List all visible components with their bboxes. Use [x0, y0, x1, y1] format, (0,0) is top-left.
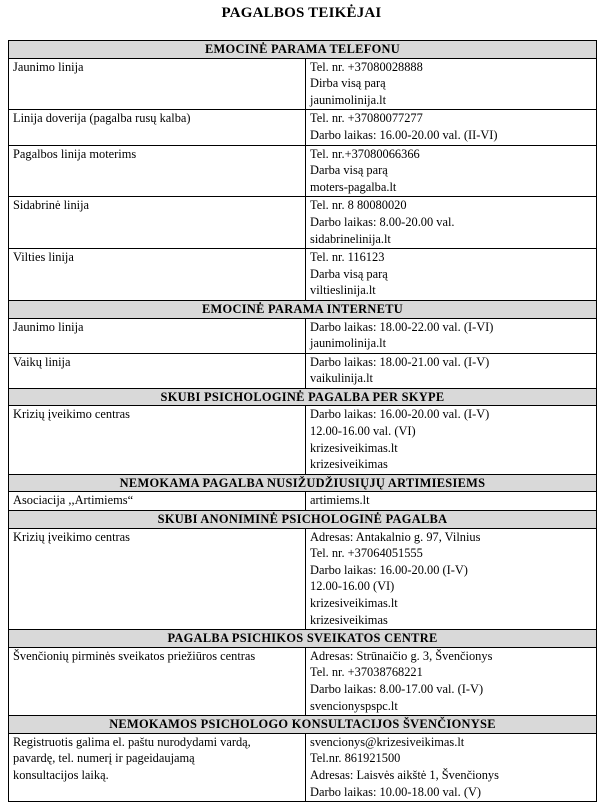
section-header: PAGALBA PSICHIKOS SVEIKATOS CENTRE — [9, 630, 597, 648]
provider-name-cell — [9, 733, 306, 801]
providers-table-body — [9, 41, 597, 802]
section-header: EMOCINĖ PARAMA INTERNETU — [9, 300, 597, 318]
table-row — [9, 647, 597, 715]
provider-name-cell — [9, 249, 306, 301]
provider-detail-line: Darbo laikas: 8.00-20.00 val. — [310, 214, 455, 229]
provider-detail-line: Dirba visą parą — [310, 76, 386, 91]
provider-detail-line: Darbo laikas: 8.00-17.00 val. (I-V) — [310, 681, 484, 696]
section-header: EMOCINĖ PARAMA TELEFONU — [9, 41, 597, 59]
provider-detail-line: Darbo laikas: 18.00-21.00 val. (I-V) — [310, 354, 490, 369]
table-row — [9, 145, 597, 197]
provider-name-line: Krizių įveikimo centras — [13, 407, 130, 422]
provider-name-cell — [9, 110, 306, 145]
provider-detail-line: Darba visą parą — [310, 163, 388, 178]
provider-detail-line: viltieslinija.lt — [310, 283, 376, 298]
provider-details-cell — [306, 145, 597, 197]
provider-detail-line: 12.00-16.00 val. (VI) — [310, 424, 416, 439]
table-row — [9, 733, 597, 801]
provider-detail-line: krizesiveikimas.lt — [310, 440, 398, 455]
provider-detail-line: moters-pagalba.lt — [310, 179, 397, 194]
provider-detail-line: krizesiveikimas — [310, 457, 388, 472]
provider-detail-line: Tel. nr. +37080077277 — [310, 111, 423, 126]
section-header: NEMOKAMOS PSICHOLOGO KONSULTACIJOS ŠVENČIONYSE — [9, 716, 597, 734]
provider-details-cell — [306, 110, 597, 145]
provider-name-cell — [9, 58, 306, 110]
provider-detail-line: Adresas: Strūnaičio g. 3, Švenčionys — [310, 648, 493, 663]
provider-detail-line: krizesiveikimas.lt — [310, 596, 398, 610]
provider-detail-line: 12.00-16.00 (VI) — [310, 579, 395, 594]
provider-detail-line: vaikulinija.lt — [310, 371, 373, 386]
provider-name-cell — [9, 492, 306, 511]
table-row — [9, 249, 597, 301]
provider-details-cell — [306, 406, 597, 474]
provider-detail-line: Darbo laikas: 16.00-20.00 (I-V) — [310, 562, 468, 577]
provider-details-cell — [306, 492, 597, 511]
provider-name-line: Vilties linija — [13, 250, 74, 265]
provider-name-cell — [9, 145, 306, 197]
provider-detail-line: jaunimolinija.lt — [310, 92, 387, 107]
provider-name-line: Vaikų linija — [13, 354, 71, 369]
provider-detail-line: Tel. nr. +37064051555 — [310, 546, 423, 561]
section-header-row — [9, 511, 597, 529]
section-header-row — [9, 300, 597, 318]
section-header: SKUBI PSICHOLOGINĖ PAGALBA PER SKYPE — [9, 388, 597, 406]
provider-detail-line: krizesiveikimas — [310, 612, 388, 627]
table-row — [9, 528, 597, 630]
provider-detail-line: Tel. nr.+37080066366 — [310, 146, 420, 161]
table-row — [9, 318, 597, 353]
provider-details-cell — [306, 528, 597, 630]
provider-detail-line: Adresas: Laisvės aikštė 1, Švenčionys — [310, 767, 499, 782]
provider-detail-line: artimiems.lt — [310, 493, 370, 508]
provider-name-cell — [9, 528, 306, 630]
provider-detail-line: svencionyspspc.lt — [310, 698, 398, 713]
provider-name-cell — [9, 353, 306, 388]
section-header-row — [9, 716, 597, 734]
provider-details-cell — [306, 58, 597, 110]
provider-detail-line: Tel. nr. +37038768221 — [310, 665, 423, 680]
provider-details-cell — [306, 647, 597, 715]
provider-name-line: Asociacija ,,Artimiems“ — [13, 493, 134, 508]
provider-detail-line: Tel.nr. 861921500 — [310, 751, 401, 766]
table-row — [9, 197, 597, 249]
section-header: NEMOKAMA PAGALBA NUSIŽUDŽIUSIŲJŲ ARTIMIESIEMS — [9, 474, 597, 492]
table-row — [9, 110, 597, 145]
provider-name-cell — [9, 197, 306, 249]
provider-detail-line: jaunimolinija.lt — [310, 336, 387, 351]
provider-detail-line: Adresas: Antakalnio g. 97, Vilnius — [310, 529, 481, 544]
table-row — [9, 58, 597, 110]
provider-name-line: Švenčionių pirminės sveikatos priežiūros centras — [13, 648, 256, 663]
section-header-row — [9, 41, 597, 59]
page-title: PAGALBOS TEIKĖJAI — [221, 5, 382, 21]
provider-name-line: Pagalbos linija moterims — [13, 146, 137, 161]
section-header: SKUBI ANONIMINĖ PSICHOLOGINĖ PAGALBA — [9, 511, 597, 529]
section-header-row — [9, 474, 597, 492]
provider-detail-line: Tel. nr. 116123 — [310, 250, 385, 265]
provider-name-line: Registruotis galima el. paštu nurodydami vardą, — [13, 734, 251, 749]
provider-detail-line: Tel. nr. 8 80080020 — [310, 198, 407, 213]
table-row — [9, 406, 597, 474]
provider-detail-line: svencionys@krizesiveikimas.lt — [310, 734, 465, 749]
provider-detail-line: Tel. nr. +37080028888 — [310, 59, 423, 74]
table-row — [9, 492, 597, 511]
provider-detail-line: Darba visą parą — [310, 266, 388, 281]
provider-name-line: Krizių įveikimo centras — [13, 529, 130, 544]
section-header-row — [9, 630, 597, 648]
provider-detail-line: sidabrinelinija.lt — [310, 231, 391, 246]
provider-details-cell — [306, 353, 597, 388]
provider-name-cell — [9, 406, 306, 474]
provider-name-line: Sidabrinė linija — [13, 198, 90, 213]
providers-table — [8, 40, 597, 802]
provider-name-cell — [9, 647, 306, 715]
provider-detail-line: Darbo laikas: 16.00-20.00 val. (I-V) — [310, 407, 490, 422]
provider-name-line: Jaunimo linija — [13, 59, 84, 74]
provider-details-cell — [306, 318, 597, 353]
table-row — [9, 353, 597, 388]
provider-detail-line: Darbo laikas: 18.00-22.00 val. (I-VI) — [310, 319, 494, 334]
provider-name-line: konsultacijos laiką. — [13, 767, 109, 782]
provider-name-cell — [9, 318, 306, 353]
provider-details-cell — [306, 249, 597, 301]
provider-name-line: Linija doverija (pagalba rusų kalba) — [13, 111, 191, 126]
section-header-row — [9, 388, 597, 406]
provider-details-cell — [306, 197, 597, 249]
provider-name-line: pavardę, tel. numerį ir pageidaujamą — [13, 751, 195, 766]
provider-detail-line: Darbo laikas: 10.00-18.00 val. (V) — [310, 784, 482, 799]
provider-details-cell — [306, 733, 597, 801]
provider-name-line: Jaunimo linija — [13, 319, 84, 334]
provider-detail-line: Darbo laikas: 16.00-20.00 val. (II-VI) — [310, 127, 498, 142]
